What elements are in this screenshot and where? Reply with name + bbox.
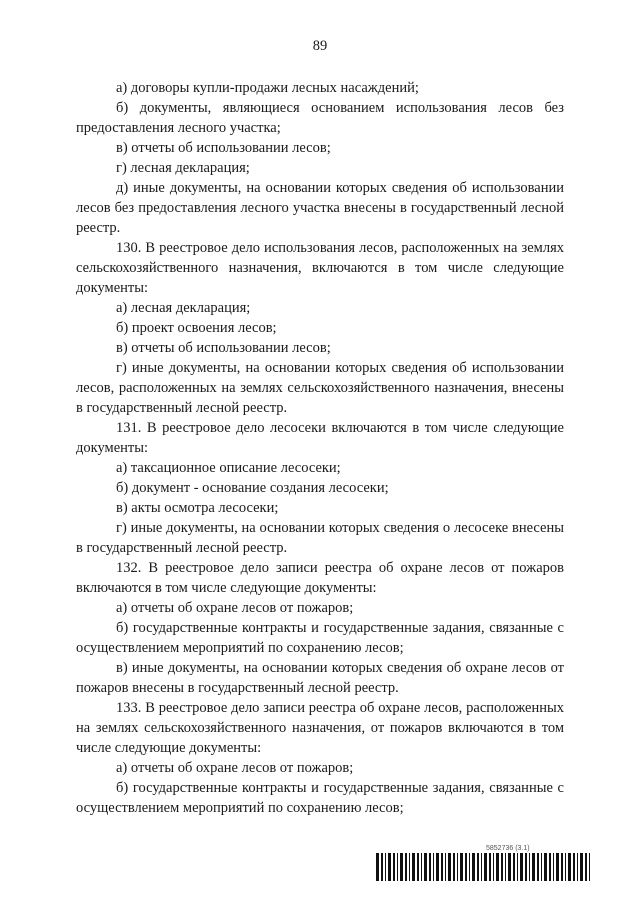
paragraph: а) отчеты об охране лесов от пожаров; [116,760,354,776]
paragraph: а) отчеты об охране лесов от пожаров; [116,600,354,616]
paragraph: а) лесная декларация; [116,300,251,316]
paragraph: а) договоры купли-продажи лесных насаждений; [116,80,419,96]
page-number: 89 [312,38,328,54]
paragraph: г) иные документы, на основании которых сведения о лесосеке внесены в государственный лесной реестр. [76,520,564,556]
paragraph: б) документ - основание создания лесосеки; [116,480,389,496]
paragraph: д) иные документы, на основании которых сведения об использовании лесов без предоставления лесного участка внесены в государственный лесной реестр. [76,180,564,236]
document-code: 5852736 (3.1) [486,845,530,852]
paragraph: в) отчеты об использовании лесов; [116,140,331,156]
document-body [76,78,564,818]
paragraph: 132. В реестровое дело записи реестра об охране лесов от пожаров включаются в том числе следующие документы: [76,560,564,596]
paragraph: в) акты осмотра лесосеки; [116,500,279,516]
paragraph: г) иные документы, на основании которых сведения об использовании лесов, расположенных на землях сельскохозяйственного назначения, внесены в государственный лесной реестр. [76,360,564,416]
paragraph: б) проект освоения лесов; [116,320,277,336]
paragraph: 133. В реестровое дело записи реестра об охране лесов, расположенных на землях сельскохозяйственного назначения, от пожаров включаются в том числе следующие документы: [76,700,564,756]
paragraph: в) отчеты об использовании лесов; [116,340,331,356]
paragraph: б) документы, являющиеся основанием использования лесов без предоставления лесного участка; [76,100,564,136]
barcode-icon [376,853,594,881]
paragraph: в) иные документы, на основании которых сведения об охране лесов от пожаров внесены в государственный лесной реестр. [76,660,564,696]
paragraph: б) государственные контракты и государственные задания, связанные с осуществлением мероприятий по сохранению лесов; [76,620,564,656]
paragraph: а) таксационное описание лесосеки; [116,460,341,476]
paragraph: г) лесная декларация; [116,160,250,176]
paragraph: 131. В реестровое дело лесосеки включаются в том числе следующие документы: [76,420,564,456]
paragraph: б) государственные контракты и государственные задания, связанные с осуществлением мероприятий по сохранению лесов; [76,780,564,816]
paragraph: 130. В реестровое дело использования лесов, расположенных на землях сельскохозяйственного назначения, включаются в том числе следующие документы: [76,240,564,296]
